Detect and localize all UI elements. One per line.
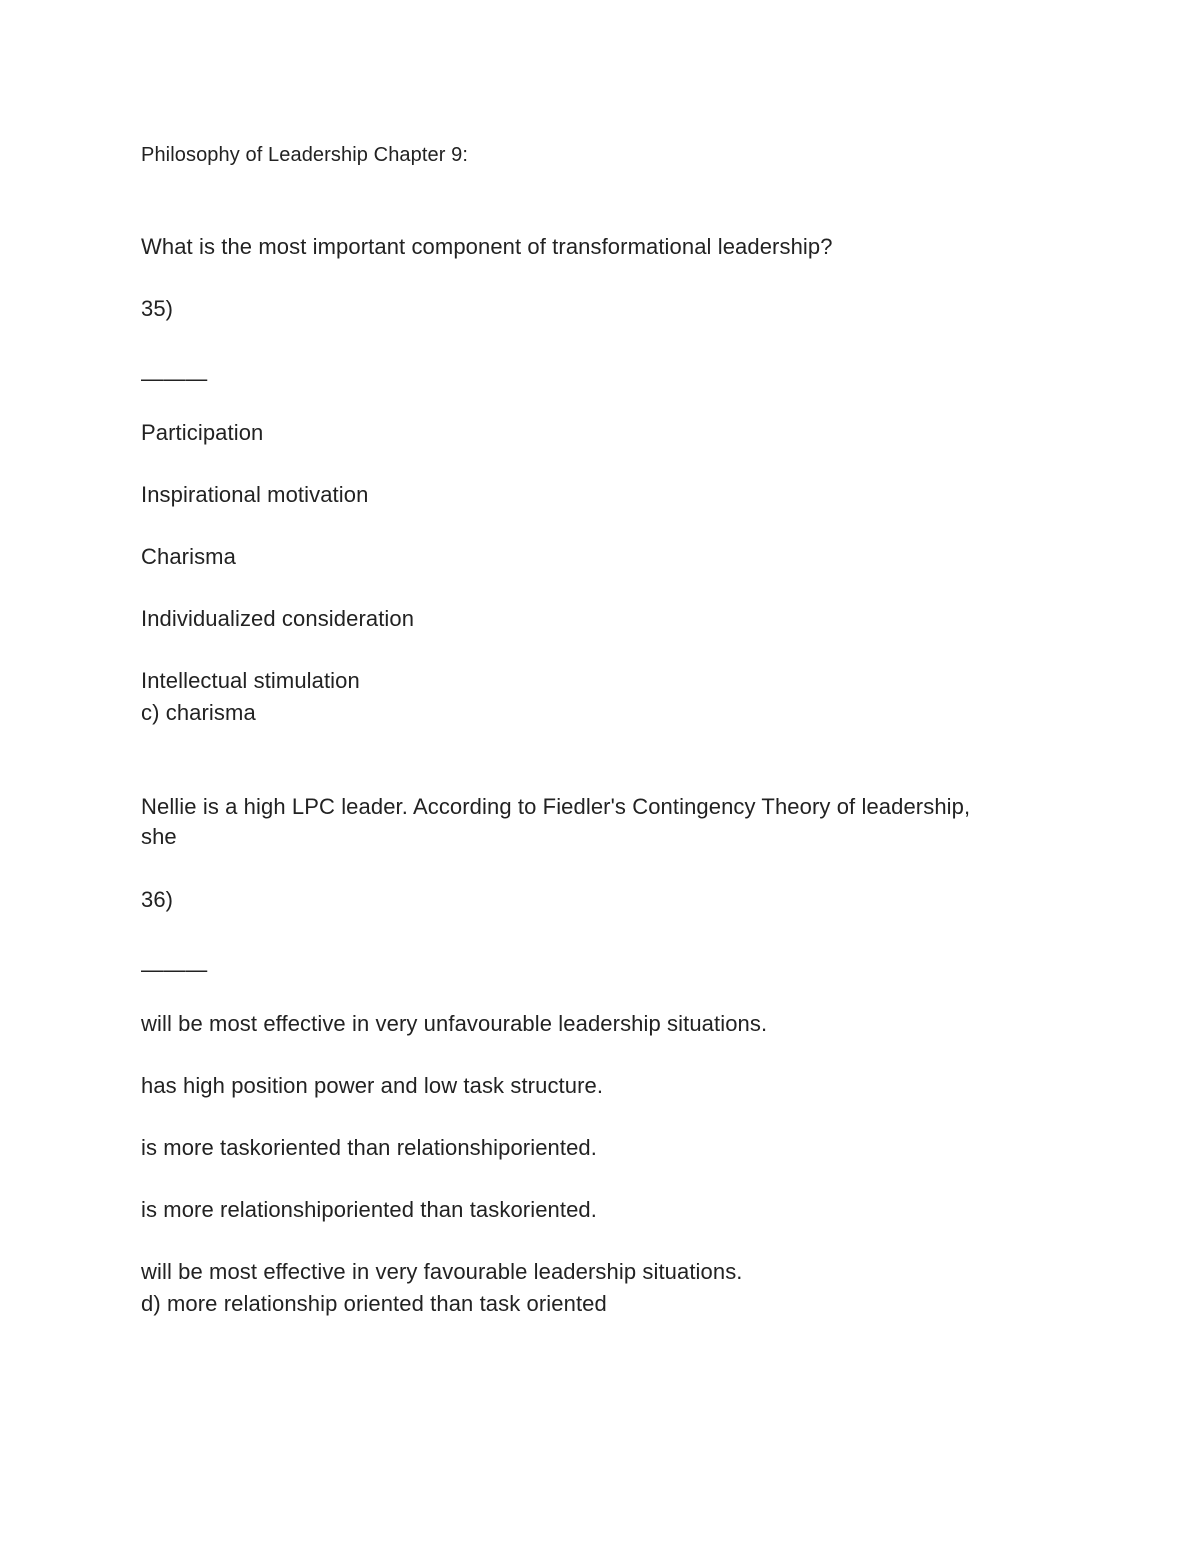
- question-36-prompt-line-2: she: [141, 824, 177, 849]
- question-36-blank: ———: [141, 957, 208, 982]
- question-35-option-4: Individualized consideration: [141, 606, 415, 631]
- question-35-option-2: Inspirational motivation: [141, 482, 369, 507]
- question-36-answer: d) more relationship oriented than task oriented: [141, 1291, 607, 1316]
- question-35-option-1: Participation: [141, 420, 264, 445]
- question-36-option-4: is more relationshiporiented than taskoriented.: [141, 1197, 597, 1222]
- question-35-prompt: What is the most important component of transformational leadership?: [141, 234, 833, 259]
- question-36-option-3: is more taskoriented than relationshiporiented.: [141, 1135, 597, 1160]
- question-35-option-5: Intellectual stimulation: [141, 668, 360, 693]
- question-35-blank: ———: [141, 366, 208, 391]
- question-36-option-5: will be most effective in very favourable leadership situations.: [141, 1259, 743, 1284]
- question-35-option-3: Charisma: [141, 544, 236, 569]
- document-title: Philosophy of Leadership Chapter 9:: [141, 144, 469, 166]
- question-35-number: 35): [141, 296, 174, 321]
- question-35-answer: c) charisma: [141, 700, 256, 725]
- question-36-option-2: has high position power and low task structure.: [141, 1073, 604, 1098]
- question-36-number: 36): [141, 887, 174, 912]
- question-36-option-1: will be most effective in very unfavourable leadership situations.: [141, 1011, 768, 1036]
- question-36-prompt-line-1: Nellie is a high LPC leader. According to Fiedler's Contingency Theory of leadership,: [141, 794, 971, 819]
